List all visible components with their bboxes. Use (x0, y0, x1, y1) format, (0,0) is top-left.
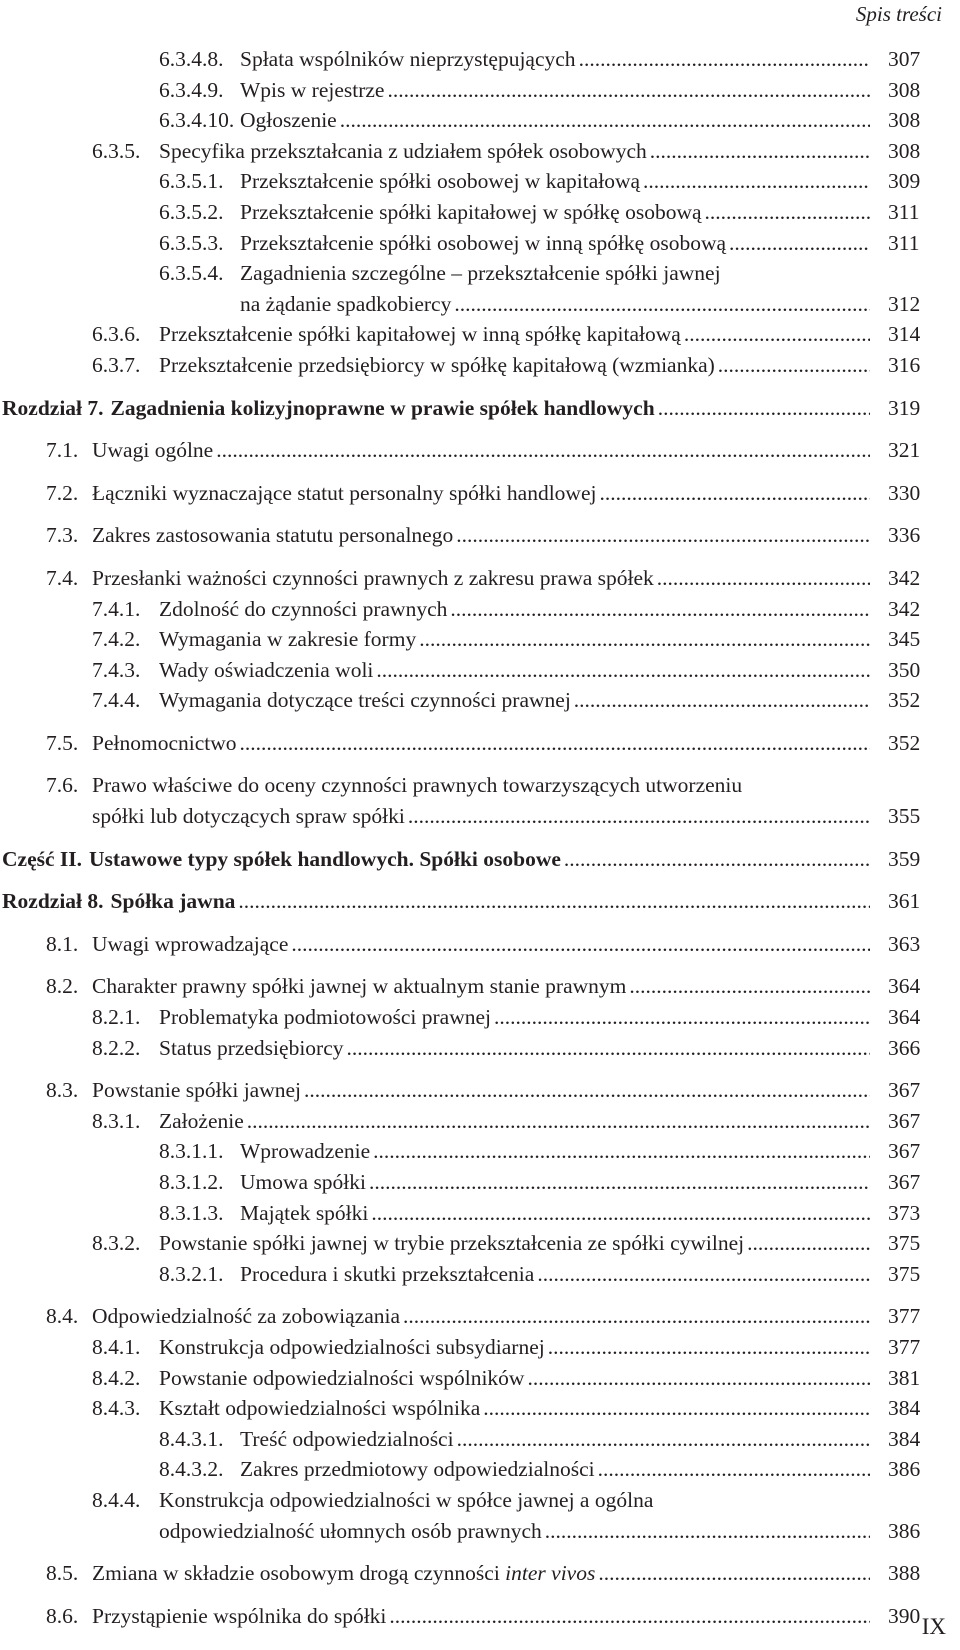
dot-leader (450, 594, 870, 625)
toc-entry (0, 1198, 960, 1229)
toc-entry-title: Specyfika przekształcania z udziałem spółek osobowych (159, 138, 647, 163)
toc-entry-number: 8.4.2. (92, 1365, 141, 1390)
toc-entry-number: 8.5. (46, 1561, 79, 1586)
toc-entry-number: 6.3.5. (92, 138, 141, 163)
dot-leader (598, 1454, 870, 1485)
toc-entry-title: Status przedsiębiorcy (159, 1035, 344, 1060)
toc-entry-number: 8.2.1. (92, 1005, 141, 1030)
toc-entry-page: 386 (888, 1457, 921, 1482)
toc-entry-title: Powstanie spółki jawnej (92, 1078, 302, 1103)
toc-entry-page: 367 (888, 1078, 921, 1103)
toc-entry-title: Przystąpienie wspólnika do spółki (92, 1603, 387, 1628)
toc-entry (0, 435, 960, 466)
running-header: Spis treści (855, 2, 942, 26)
toc-entry-number: 8.4.3. (92, 1396, 141, 1421)
toc-entry-number: 7.6. (46, 773, 79, 798)
toc-entry-title: Konstrukcja odpowiedzialności subsydiarnej (159, 1334, 545, 1359)
toc-entry-title: Kształt odpowiedzialności wspólnika (159, 1396, 481, 1421)
toc-entry-page: 336 (888, 523, 921, 548)
toc-entry-title: Przekształcenie spółki osobowej w kapitałową (240, 169, 641, 194)
toc-entry-page: 330 (888, 480, 921, 505)
toc-entry-number: 7.4.4. (92, 688, 141, 713)
toc-entry (0, 929, 960, 960)
toc-entry-page: 366 (888, 1035, 921, 1060)
dot-leader (483, 1393, 870, 1424)
dot-leader (718, 350, 870, 381)
toc-entry-title: Spółka jawna (110, 889, 236, 914)
toc-entry-number: 6.3.5.1. (159, 169, 224, 194)
toc-entry-page: 311 (888, 199, 920, 224)
toc-entry (0, 258, 960, 319)
toc-entry-title: Zakres zastosowania statutu personalnego (92, 523, 454, 548)
toc-entry (0, 563, 960, 594)
toc-entry (0, 1363, 960, 1394)
toc-entry-page: 308 (888, 108, 921, 133)
toc-entry-number: 6.3.7. (92, 352, 141, 377)
toc-entry-number: 8.4.3.2. (159, 1457, 224, 1482)
dot-leader (629, 971, 870, 1002)
toc-entry-number: 8.3.1.3. (159, 1200, 224, 1225)
toc-entry-page: 364 (888, 974, 921, 999)
toc-entry (0, 1301, 960, 1332)
dot-leader (705, 197, 870, 228)
toc-entry-number: 8.4.4. (92, 1487, 141, 1512)
toc-entry-page: 321 (888, 438, 921, 463)
toc-entry-title: Majątek spółki (240, 1200, 369, 1225)
toc-entry-number: 6.3.5.4. (159, 261, 224, 286)
toc-entry-number: 8.3.2.1. (159, 1261, 224, 1286)
toc-entry-title: Zmiana w składzie osobowym drogą czynności inter vivos (92, 1561, 596, 1586)
toc-entry-page: 377 (888, 1334, 921, 1359)
toc-entry-number: 7.1. (46, 438, 79, 463)
dot-leader (389, 1601, 870, 1632)
toc-entry-title: odpowiedzialność ułomnych osób prawnych (159, 1518, 542, 1543)
toc-entry-number: 8.4. (46, 1304, 79, 1329)
dot-leader (548, 1332, 870, 1363)
toc-entry (0, 624, 960, 655)
toc-entry-title: Umowa spółki (240, 1170, 367, 1194)
toc-entry-number: 6.3.5.2. (159, 199, 224, 224)
toc-entry-number: 6.3.6. (92, 322, 141, 347)
dot-leader (747, 1228, 870, 1259)
toc-entry-title: Zdolność do czynności prawnych (159, 596, 448, 621)
toc-entry-title: Wpis w rejestrze (240, 77, 385, 102)
toc-entry-page: 342 (888, 596, 921, 621)
toc-entry-page: 361 (888, 889, 921, 914)
toc-entry-page: 316 (888, 352, 921, 377)
toc-entry-page: 308 (888, 138, 921, 163)
toc-entry-title: Konstrukcja odpowiedzialności w spółce jawnej a ogólna (159, 1487, 654, 1512)
toc-entry-page: 352 (888, 730, 921, 755)
toc-entry-title: Ustawowe typy spółek handlowych. Spółki osobowe (89, 846, 561, 871)
toc-entry-title: Przesłanki ważności czynności prawnych z zakresu prawa spółek (92, 565, 654, 590)
toc-entry-number: 7.4.2. (92, 627, 141, 652)
dot-leader (369, 1167, 870, 1198)
toc-entry-number: 7.3. (46, 523, 79, 548)
toc-entry (0, 685, 960, 716)
toc-entry-title: Łączniki wyznaczające statut personalny spółki handlowej (92, 480, 597, 505)
dot-leader (599, 478, 870, 509)
toc-entry-title: Pełnomocnictwo (92, 730, 237, 755)
toc-entry-number: 8.6. (46, 1603, 79, 1628)
toc-entry (0, 770, 960, 831)
toc-entry (0, 1485, 960, 1546)
toc-entry-number: 6.3.5.3. (159, 230, 224, 255)
toc-entry-page: 384 (888, 1426, 921, 1451)
toc-entry (0, 1601, 960, 1632)
toc-entry (0, 1167, 960, 1198)
toc-entry-number: 8.3.1. (92, 1108, 141, 1133)
toc-entry-page: 359 (888, 846, 921, 871)
toc-entry-title: Spłata wspólników nieprzystępujących (240, 47, 576, 71)
toc-entry-number: 8.1. (46, 931, 79, 956)
dot-leader (650, 136, 870, 167)
toc-entry-title: Zakres przedmiotowy odpowiedzialności (240, 1457, 595, 1482)
toc-entry (0, 1106, 960, 1137)
toc-entry (0, 1454, 960, 1485)
toc-entry-title: Zagadnienia szczególne – przekształcenie spółki jawnej (240, 261, 721, 286)
dot-leader (454, 289, 870, 320)
toc-entry (0, 1033, 960, 1064)
toc-entry (0, 844, 960, 875)
toc-entry-page: 373 (888, 1200, 921, 1225)
toc-entry-page: 314 (888, 322, 921, 347)
toc-entry-title: spółki lub dotyczących spraw spółki (92, 804, 405, 829)
toc-entry-page: 355 (888, 804, 921, 829)
toc-entry-page: 377 (888, 1304, 921, 1329)
toc-entry-number: 6.3.4.8. (159, 47, 224, 71)
toc-entry-page: 381 (888, 1365, 921, 1390)
toc-entry-title: Ogłoszenie (240, 108, 337, 133)
toc-entry-title: Założenie (159, 1108, 244, 1133)
dot-leader (408, 801, 870, 832)
toc-entry-number: 7.4.3. (92, 657, 141, 682)
dot-leader (419, 624, 870, 655)
toc-entry (0, 1002, 960, 1033)
toc-entry (0, 1558, 960, 1589)
dot-leader (545, 1516, 870, 1547)
dot-leader (247, 1106, 870, 1137)
toc-entry-number: 8.2. (46, 974, 79, 999)
toc-entry (0, 136, 960, 167)
toc-entry (0, 478, 960, 509)
toc-entry-title: Przekształcenie spółki osobowej w inną spółkę osobową (240, 230, 727, 255)
toc-entry (0, 520, 960, 551)
toc-entry-page: 367 (888, 1139, 921, 1164)
toc-entry-title: Przekształcenie spółki kapitałowej w spółkę osobową (240, 199, 702, 224)
toc-entry-title: Zagadnienia kolizyjnoprawne w prawie spółek handlowych (110, 395, 655, 420)
toc-entry (0, 1332, 960, 1363)
toc-entry-page: 364 (888, 1005, 921, 1030)
dot-leader (457, 1424, 870, 1455)
toc-entry-page: 345 (888, 627, 921, 652)
toc-entry (0, 1075, 960, 1106)
dot-leader (376, 655, 870, 686)
dot-leader (643, 166, 870, 197)
toc-entry-title: Charakter prawny spółki jawnej w aktualnym stanie prawnym (92, 974, 627, 999)
toc-entry-page: 390 (888, 1603, 921, 1628)
toc-entry-number: 8.3.1.2. (159, 1170, 224, 1194)
page-number: IX (921, 1614, 946, 1639)
toc-entry-number: 6.3.4.9. (159, 77, 224, 102)
dot-leader (684, 319, 870, 350)
toc-entry-title: Odpowiedzialność za zobowiązania (92, 1304, 401, 1329)
dot-leader (373, 1136, 870, 1167)
dot-leader (340, 105, 870, 136)
toc-entry-page: 375 (888, 1231, 921, 1256)
toc-entry-page: 386 (888, 1518, 921, 1543)
dot-leader (574, 685, 870, 716)
dot-leader (387, 75, 870, 106)
dot-leader (403, 1301, 870, 1332)
dot-leader (564, 844, 870, 875)
dot-leader (240, 728, 870, 759)
toc-entry-page: 342 (888, 565, 921, 590)
dot-leader (658, 393, 870, 424)
dot-leader (371, 1198, 870, 1229)
toc-entry-number: 8.2.2. (92, 1035, 141, 1060)
toc-entry-number: 7.5. (46, 730, 79, 755)
toc-entry-title: Uwagi wprowadzające (92, 931, 289, 956)
dot-leader (729, 228, 870, 259)
dot-leader (304, 1075, 870, 1106)
toc-entry (0, 728, 960, 759)
toc-entry-page: 350 (888, 657, 921, 682)
toc-entry-number: 8.4.1. (92, 1334, 141, 1359)
toc-entry-number: 8.3.1.1. (159, 1139, 224, 1164)
toc-entry (0, 1136, 960, 1167)
toc-entry-title: Treść odpowiedzialności (240, 1426, 454, 1451)
toc-entry (0, 319, 960, 350)
toc-entry-number: 6.3.4.10. (159, 108, 235, 133)
toc-entry-page: 307 (888, 47, 921, 71)
toc-entry-page: 388 (888, 1561, 921, 1586)
toc-entry-title: Prawo właściwe do oceny czynności prawnych towarzyszących utworzeniu (92, 773, 743, 798)
toc-entry (0, 350, 960, 381)
dot-leader (494, 1002, 870, 1033)
toc-entry-title: Powstanie odpowiedzialności wspólników (159, 1365, 525, 1390)
toc-entry-page: 352 (888, 688, 921, 713)
toc-entry-number: 7.4.1. (92, 596, 141, 621)
dot-leader (598, 1558, 870, 1589)
toc-entry-title: Problematyka podmiotowości prawnej (159, 1005, 491, 1030)
toc-entry (0, 105, 960, 136)
toc-entry (0, 1424, 960, 1455)
toc-entry (0, 75, 960, 106)
toc-entry-number: 8.4.3.1. (159, 1426, 224, 1451)
toc-entry-page: 308 (888, 77, 921, 102)
dot-leader (238, 886, 870, 917)
toc-entry-page: 375 (888, 1261, 921, 1286)
dot-leader (537, 1259, 870, 1290)
toc-entry (0, 1228, 960, 1259)
dot-leader (456, 520, 870, 551)
toc-entry-page: 384 (888, 1396, 921, 1421)
toc-entry-number: Rozdział 8. (2, 889, 104, 914)
toc-entry (0, 1259, 960, 1290)
toc-entry (0, 44, 960, 75)
toc-entry-title: Powstanie spółki jawnej w trybie przekształcenia ze spółki cywilnej (159, 1231, 745, 1256)
toc-entry-page: 312 (888, 291, 921, 316)
toc-entry (0, 1393, 960, 1424)
toc-entry (0, 886, 960, 917)
toc-entry (0, 393, 960, 424)
dot-leader (347, 1033, 871, 1064)
toc-entry-title: na żądanie spadkobiercy (240, 291, 452, 316)
table-of-contents (0, 44, 960, 1631)
toc-entry-number: 7.4. (46, 565, 79, 590)
toc-entry-number: 7.2. (46, 480, 79, 505)
dot-leader (579, 44, 870, 75)
toc-entry-number: Część II. (2, 846, 83, 871)
dot-leader (291, 929, 870, 960)
toc-entry-page: 309 (888, 169, 921, 194)
toc-entry-title: Wady oświadczenia woli (159, 657, 374, 682)
toc-entry-title: Wprowadzenie (240, 1139, 371, 1164)
dot-leader (216, 435, 870, 466)
toc-entry (0, 228, 960, 259)
toc-entry-number: 8.3. (46, 1078, 79, 1103)
toc-entry (0, 655, 960, 686)
toc-entry (0, 166, 960, 197)
toc-entry-page: 363 (888, 931, 921, 956)
toc-entry-page: 319 (888, 395, 921, 420)
toc-entry (0, 197, 960, 228)
dot-leader (657, 563, 870, 594)
toc-entry-page: 367 (888, 1108, 921, 1133)
toc-entry-title: Przekształcenie spółki kapitałowej w inną spółkę kapitałową (159, 322, 681, 347)
toc-entry-number: Rozdział 7. (2, 395, 104, 420)
toc-entry-title: Wymagania dotyczące treści czynności prawnej (159, 688, 571, 713)
toc-entry-page: 367 (888, 1170, 921, 1194)
toc-entry-page: 311 (888, 230, 920, 255)
toc-entry-title: Przekształcenie przedsiębiorcy w spółkę kapitałową (wzmianka) (159, 352, 715, 377)
toc-entry-title: Wymagania w zakresie formy (159, 627, 417, 652)
toc-entry-title: Procedura i skutki przekształcenia (240, 1261, 535, 1286)
dot-leader (527, 1363, 870, 1394)
toc-entry (0, 971, 960, 1002)
toc-entry-title: Uwagi ogólne (92, 438, 214, 463)
toc-entry-number: 8.3.2. (92, 1231, 141, 1256)
toc-entry (0, 594, 960, 625)
